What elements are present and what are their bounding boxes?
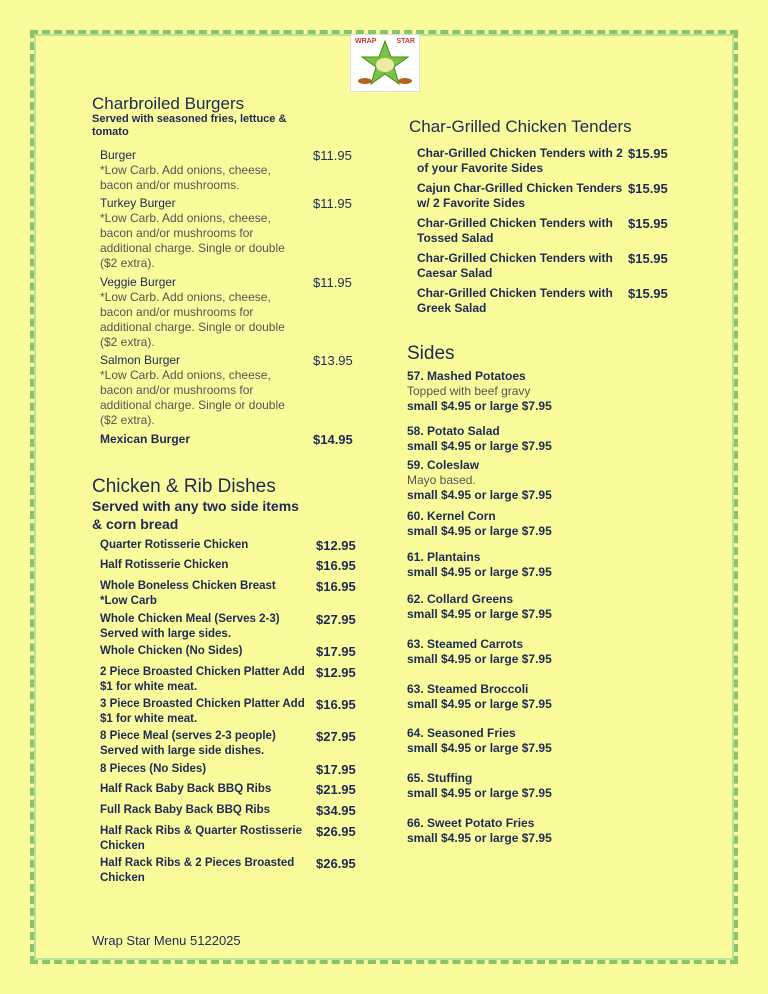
menu-item-name: Salmon Burger: [100, 353, 181, 367]
menu-item-name: 8 Piece Meal (serves 2-3 people) Served with large side dishes.: [100, 730, 276, 757]
menu-item-name: Mexican Burger: [100, 432, 191, 446]
side-item-price: small $4.95 or large $7.95: [407, 652, 552, 666]
side-item: [407, 424, 667, 454]
side-item: [407, 726, 667, 756]
menu-item-price: $12.95: [316, 665, 356, 680]
menu-item-name: Char-Grilled Chicken Tenders with Caesar Salad: [417, 251, 613, 280]
menu-item: [100, 665, 305, 695]
side-item-price: small $4.95 or large $7.95: [407, 524, 552, 538]
side-item-name: 66. Sweet Potato Fries: [407, 816, 535, 830]
side-item-name: 64. Seasoned Fries: [407, 726, 516, 740]
side-item: [407, 458, 667, 503]
menu-item: [100, 196, 300, 271]
menu-item: [417, 146, 625, 176]
side-item: [407, 592, 667, 622]
menu-item-price: $15.95: [628, 286, 668, 301]
menu-item-name: Half Rack Ribs & 2 Pieces Broasted Chicken: [100, 857, 295, 884]
menu-item-price: $27.95: [316, 729, 356, 744]
menu-item-price: $16.95: [316, 697, 356, 712]
side-item-name: 61. Plantains: [407, 550, 481, 564]
logo-right-text: STAR: [396, 38, 415, 45]
side-item-desc: Topped with beef gravy: [407, 384, 531, 398]
menu-item: [417, 216, 625, 246]
menu-item: [100, 644, 305, 659]
menu-item-name: Veggie Burger: [100, 275, 177, 289]
menu-item-name: Cajun Char-Grilled Chicken Tenders w/ 2 Favorite Sides: [417, 181, 623, 210]
menu-item: [417, 286, 625, 316]
menu-item-price: $17.95: [316, 762, 356, 777]
menu-item: [100, 148, 300, 193]
menu-item-price: $16.95: [316, 579, 356, 594]
side-item: [407, 682, 667, 712]
menu-item-name: Half Rack Baby Back BBQ Ribs: [100, 783, 272, 795]
side-item-name: 57. Mashed Potatoes: [407, 369, 526, 383]
menu-item-price: $14.95: [313, 432, 353, 447]
menu-item: [100, 558, 305, 573]
side-item-price: small $4.95 or large $7.95: [407, 741, 552, 755]
menu-item-price: $34.95: [316, 803, 356, 818]
side-item-desc: Mayo based.: [407, 473, 476, 487]
side-item: [407, 771, 667, 801]
menu-item-desc: *Low Carb. Add onions, cheese, bacon and/or mushrooms for additional charge. Single or double ($2 extra).: [100, 211, 285, 270]
side-item-name: 63. Steamed Broccoli: [407, 682, 529, 696]
tenders-title: Char-Grilled Chicken Tenders: [409, 117, 632, 136]
menu-item-name: Char-Grilled Chicken Tenders with 2 of your Favorite Sides: [417, 146, 623, 175]
burgers-title: Charbroiled Burgers: [92, 94, 245, 113]
side-item-price: small $4.95 or large $7.95: [407, 488, 552, 502]
menu-item-name: Turkey Burger: [100, 196, 176, 210]
side-item: [407, 509, 667, 539]
side-item: [407, 369, 667, 414]
menu-item-price: $15.95: [628, 251, 668, 266]
menu-item-name: Whole Chicken (No Sides): [100, 645, 243, 657]
side-item-price: small $4.95 or large $7.95: [407, 697, 552, 711]
menu-item-desc: *Low Carb. Add onions, cheese, bacon and/or mushrooms for additional charge. Single or double ($2 extra).: [100, 290, 285, 349]
side-item-price: small $4.95 or large $7.95: [407, 399, 552, 413]
menu-item: [100, 432, 300, 447]
menu-item: [100, 275, 300, 350]
menu-item-name: Quarter Rotisserie Chicken: [100, 539, 249, 551]
menu-item: [100, 782, 305, 797]
sides-title: Sides: [407, 343, 455, 364]
menu-item-name: 8 Pieces (No Sides): [100, 763, 207, 775]
chicken-subtitle: Served with any two side items & corn bread: [92, 498, 299, 532]
menu-item-name: Char-Grilled Chicken Tenders with Greek Salad: [417, 286, 613, 315]
menu-item: [100, 353, 300, 428]
menu-item-name: Half Rotisserie Chicken: [100, 559, 229, 571]
menu-item-price: $11.95: [313, 148, 352, 163]
menu-item-name: Whole Boneless Chicken Breast *Low Carb: [100, 580, 276, 607]
menu-item-price: $27.95: [316, 612, 356, 627]
menu-item-price: $11.95: [313, 196, 352, 211]
menu-item-desc: *Low Carb. Add onions, cheese, bacon and/or mushrooms for additional charge. Single or double ($2 extra).: [100, 368, 285, 427]
menu-item-name: Char-Grilled Chicken Tenders with Tossed Salad: [417, 216, 613, 245]
side-item-price: small $4.95 or large $7.95: [407, 565, 552, 579]
side-item-price: small $4.95 or large $7.95: [407, 831, 552, 845]
side-item-price: small $4.95 or large $7.95: [407, 786, 552, 800]
side-item-price: small $4.95 or large $7.95: [407, 607, 552, 621]
menu-item: [417, 251, 625, 281]
menu-item-price: $13.95: [313, 353, 353, 368]
menu-item: [100, 612, 305, 642]
menu-item-price: $11.95: [313, 275, 352, 290]
side-item: [407, 816, 667, 846]
side-item-name: 60. Kernel Corn: [407, 509, 496, 523]
menu-item: [100, 579, 305, 609]
menu-item: [100, 762, 305, 777]
menu-item: [100, 856, 305, 886]
menu-item: [100, 538, 305, 553]
menu-item: [100, 729, 305, 759]
side-item-name: 62. Collard Greens: [407, 592, 514, 606]
menu-item: [100, 803, 305, 818]
menu-item-price: $17.95: [316, 644, 356, 659]
menu-item: [417, 181, 625, 211]
menu-item-price: $26.95: [316, 824, 356, 839]
menu-item-price: $15.95: [628, 146, 668, 161]
menu-item-name: 2 Piece Broasted Chicken Platter Add $1 for white meat.: [100, 666, 305, 693]
footer-text: Wrap Star Menu 5122025: [92, 933, 241, 948]
side-item: [407, 550, 667, 580]
menu-item-name: 3 Piece Broasted Chicken Platter Add $1 for white meat.: [100, 698, 305, 725]
wrap-star-logo: [350, 34, 420, 92]
menu-item-price: $15.95: [628, 181, 668, 196]
menu-item-name: Whole Chicken Meal (Serves 2-3) Served with large sides.: [100, 613, 280, 640]
side-item-name: 58. Potato Salad: [407, 424, 500, 438]
menu-item-price: $26.95: [316, 856, 356, 871]
side-item-name: 63. Steamed Carrots: [407, 637, 524, 651]
menu-item-name: Burger: [100, 148, 137, 162]
burgers-subtitle: Served with seasoned fries, lettuce & tomato: [92, 113, 287, 138]
side-item: [407, 637, 667, 667]
menu-item-price: $16.95: [316, 558, 356, 573]
menu-item-desc: *Low Carb. Add onions, cheese, bacon and/or mushrooms.: [100, 163, 271, 192]
logo-left-text: WRAP: [355, 38, 377, 45]
menu-item-price: $15.95: [628, 216, 668, 231]
side-item-price: small $4.95 or large $7.95: [407, 439, 552, 453]
side-item-name: 65. Stuffing: [407, 771, 473, 785]
side-item-name: 59. Coleslaw: [407, 458, 480, 472]
menu-item-price: $21.95: [316, 782, 356, 797]
menu-item: [100, 824, 305, 854]
menu-item-name: Half Rack Ribs & Quarter Rostisserie Chicken: [100, 825, 302, 852]
menu-item-price: $12.95: [316, 538, 356, 553]
menu-item-name: Full Rack Baby Back BBQ Ribs: [100, 804, 270, 816]
menu-item: [100, 697, 305, 727]
chicken-title: Chicken & Rib Dishes: [92, 476, 276, 497]
